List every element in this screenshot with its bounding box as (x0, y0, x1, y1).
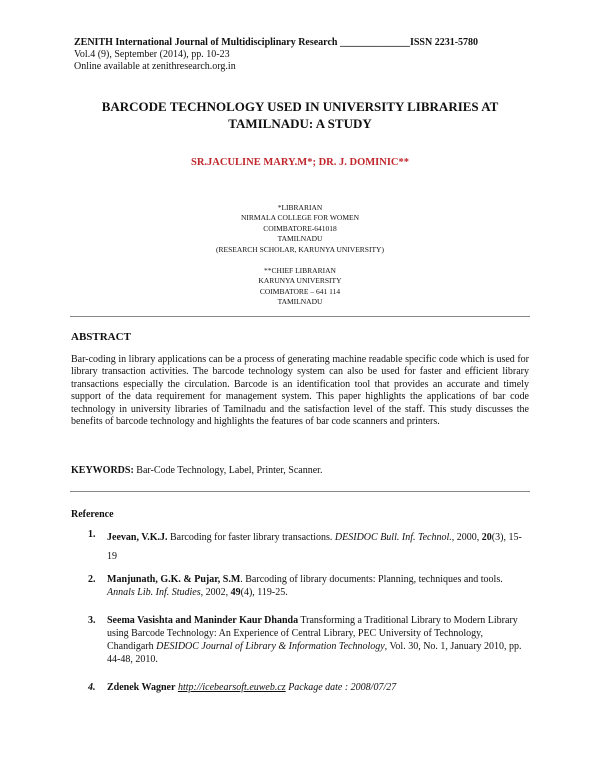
authors: SR.JACULINE MARY.M*; DR. J. DOMINIC** (191, 157, 409, 168)
issn: ISSN 2231-5780 (409, 37, 479, 48)
paper-title: BARCODE TECHNOLOGY USED IN UNIVERSITY LIBRARIES AT TAMILNADU: A STUDY (101, 99, 499, 131)
reference-pages: (4), 119-25. (240, 587, 288, 598)
affiliation-1 (60, 203, 540, 255)
affiliation-line: TAMILNADU (277, 297, 323, 307)
reference-number: 3. (88, 615, 96, 626)
affiliation-line: *LIBRARIAN (277, 203, 323, 212)
affiliation-line: TAMILNADU (277, 234, 323, 244)
affiliation-line: **CHIEF LIBRARIAN (264, 266, 336, 275)
reference-authors: Jeevan, V.K.J. (107, 532, 168, 543)
reference-pages: (3), 15-19 (107, 532, 522, 562)
divider (70, 316, 530, 317)
reference-item (88, 528, 528, 566)
volume-info: Vol.4 (9), September (2014), pp. 10-23 (74, 49, 230, 60)
reference-item (88, 681, 528, 694)
reference-authors: Manjunath, G.K. & Pujar, S.M (107, 574, 241, 585)
affiliation-2 (60, 266, 540, 308)
reference-source: DESIDOC Bull. Inf. Technol. (334, 532, 452, 543)
affiliation-line: COIMBATORE – 641 114 (259, 286, 341, 296)
reference-volume: 49 (230, 587, 241, 598)
journal-header (74, 37, 478, 48)
reference-volume: 20 (481, 532, 492, 543)
reference-link[interactable]: http://icebearsoft.euweb.cz (177, 682, 286, 693)
journal-name: ZENITH International Journal of Multidisciplinary Research (74, 37, 338, 48)
reference-item (88, 573, 528, 599)
reference-details: , 2002, (200, 587, 231, 598)
affiliation-line: NIRMALA COLLEGE FOR WOMEN (241, 213, 359, 223)
reference-item (88, 614, 528, 666)
affiliation-line: (RESEARCH SCHOLAR, KARUNYA UNIVERSITY) (216, 244, 384, 254)
reference-details: Package date : 2008/07/27 (285, 682, 397, 693)
reference-details: , Vol. 30, No. 1, January 2010, pp. 44-48, 2010. (107, 641, 522, 665)
abstract-body: Bar-coding in library applications can be a process of generating machine readable specific code which is used for library transaction activities. The barcode technology system can also be used for faster and efficient library transactions especially the circulation. Barcode is an identification tool that provides an accurate and timely support of the data requirement for management system. This paper highlights the applications of bar code technology in university libraries of Tamilnadu and the satisfaction level of the staff. This study discusses the benefits of barcode technology and highlights the features of bar code scanners and printers. (71, 354, 529, 428)
reference-title: . Barcoding of library documents: Planning, techniques and tools. (240, 574, 503, 585)
header-blank: ______________ (339, 37, 410, 48)
reference-number: 1. (88, 529, 96, 540)
references-heading: Reference (71, 509, 114, 520)
reference-title: Transforming a Traditional Library to Modern Library using Barcode Technology: An Experience of Central Library, PEC University of Technology, Chandigarh (107, 615, 518, 652)
affiliation-line: KARUNYA UNIVERSITY (258, 276, 342, 286)
online-info: Online available at zenithresearch.org.in (74, 61, 236, 72)
keywords-text: Bar-Code Technology, Label, Printer, Scanner. (133, 465, 323, 476)
keywords-label: KEYWORDS: (71, 465, 134, 476)
keywords (71, 465, 322, 476)
divider (70, 491, 530, 492)
reference-number: 4. (88, 682, 96, 693)
reference-authors: Seema Vasishta and Maninder Kaur Dhanda (107, 615, 299, 626)
reference-source: Annals Lib. Inf. Studies (107, 587, 201, 598)
reference-title: Barcoding for faster library transactions. (167, 532, 335, 543)
reference-source: DESIDOC Journal of Library & Information Technology (156, 641, 385, 652)
affiliation-line: COIMBATORE-641018 (263, 223, 337, 233)
reference-number: 2. (88, 574, 96, 585)
reference-authors: Zdenek Wagner (107, 682, 176, 693)
reference-details: , 2000, (451, 532, 482, 543)
abstract-heading: ABSTRACT (71, 331, 131, 343)
